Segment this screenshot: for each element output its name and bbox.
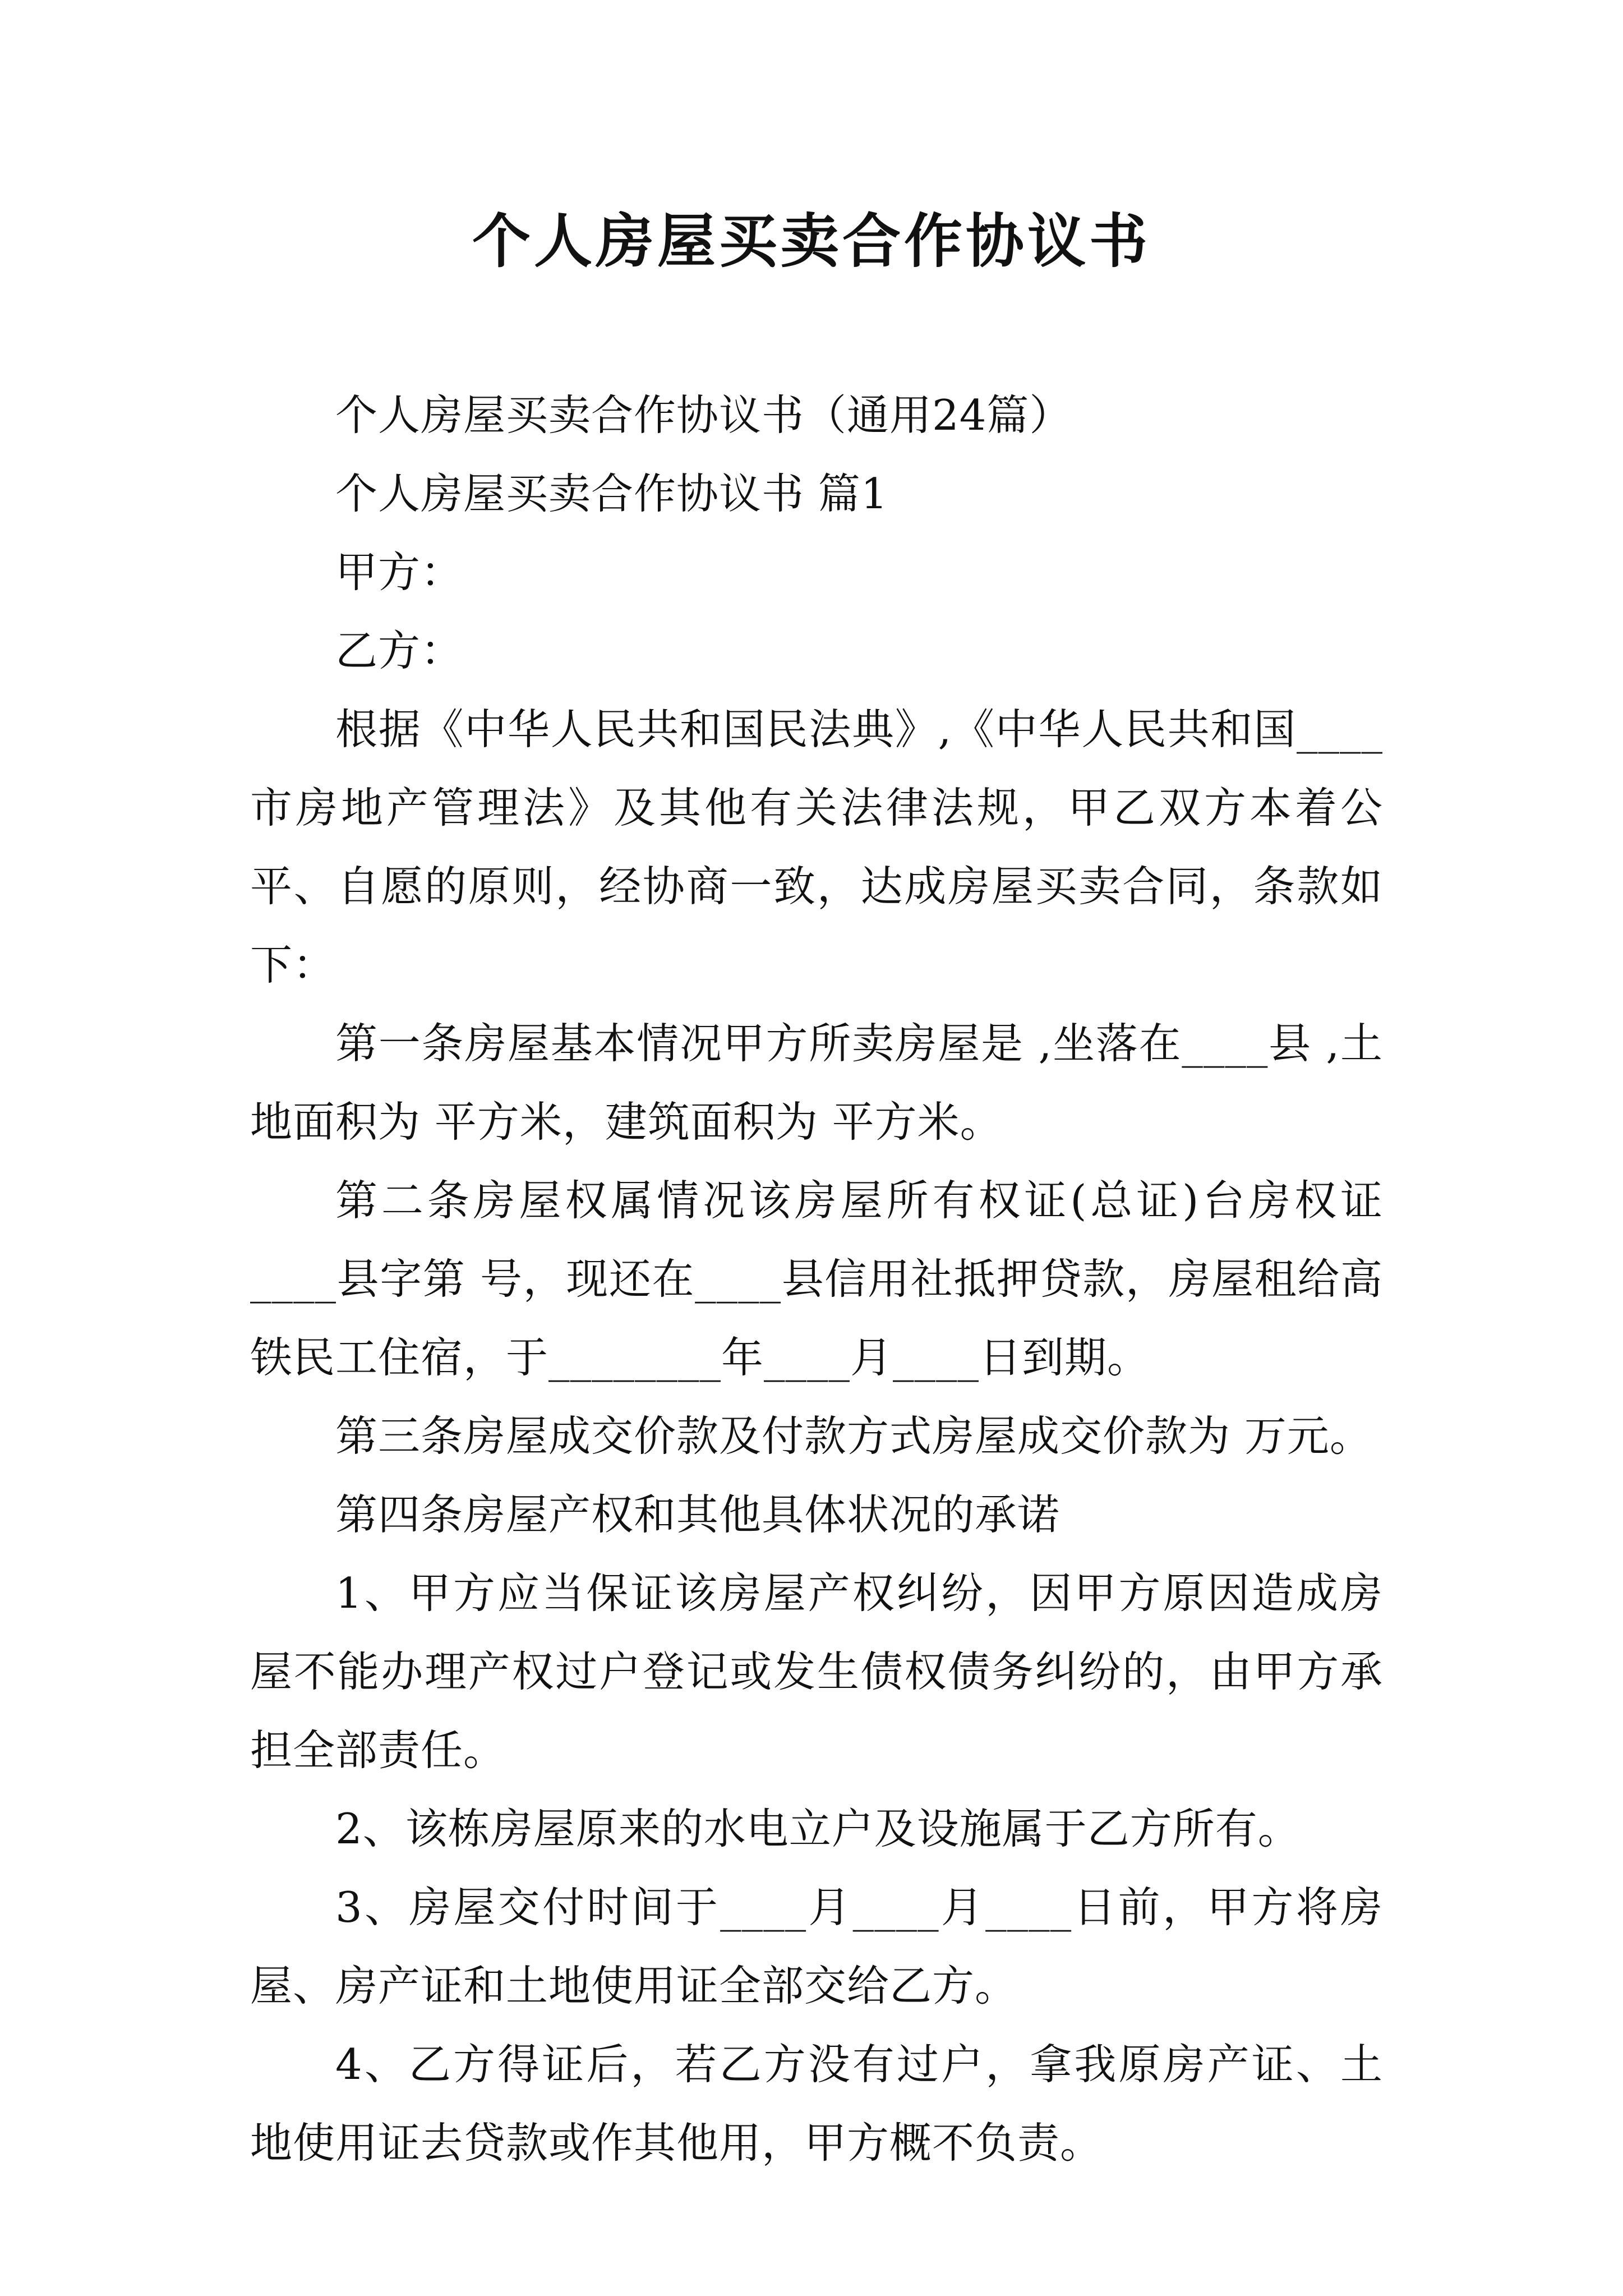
document-body xyxy=(250,376,1383,2182)
paragraph-clause-3: 3、房屋交付时间于____月____月____日前，甲方将房屋、房产证和土地使用证全部交给乙方。 xyxy=(250,1883,1383,2010)
paragraph-clause-4: 4、乙方得证后，若乙方没有过户，拿我原房产证、土地使用证去贷款或作其他用，甲方概不负责。 xyxy=(250,2040,1383,2168)
paragraph-subtitle: 个人房屋买卖合作协议书（通用24篇） xyxy=(335,390,1072,440)
paragraph-clause-2: 2、该栋房屋原来的水电立户及设施属于乙方所有。 xyxy=(335,1804,1301,1853)
paragraph-article-1: 第一条房屋基本情况甲方所卖房屋是 ,坐落在____县 ,土地面积为 平方米，建筑面积为 平方米。 xyxy=(250,1019,1383,1147)
paragraph-party-b: 乙方： xyxy=(335,626,464,675)
paragraph-preamble: 根据《中华人民共和国民法典》,《中华人民共和国____市房地产管理法》及其他有关法律法规，甲乙双方本着公平、自愿的原则，经协商一致，达成房屋买卖合同，条款如下： xyxy=(250,705,1383,990)
paragraph-article-2: 第二条房屋权属情况该房屋所有权证(总证)台房权证____县字第 号，现还在____县信用社抵押贷款，房屋租给高铁民工住宿，于________年____月____日到期。 xyxy=(250,1176,1383,1382)
document-title: 个人房屋买卖合作协议书 xyxy=(472,206,1151,275)
paragraph-article-4: 第四条房屋产权和其他具体状况的承诺 xyxy=(335,1490,1061,1539)
paragraph-party-a: 甲方： xyxy=(335,547,464,597)
paragraph-article-3: 第三条房屋成交价款及付款方式房屋成交价款为 万元。 xyxy=(335,1411,1372,1461)
paragraph-section-heading: 个人房屋买卖合作协议书 篇1 xyxy=(335,469,888,518)
paragraph-clause-1: 1、甲方应当保证该房屋产权纠纷，因甲方原因造成房屋不能办理产权过户登记或发生债权债务纠纷的，由甲方承担全部责任。 xyxy=(250,1568,1383,1775)
